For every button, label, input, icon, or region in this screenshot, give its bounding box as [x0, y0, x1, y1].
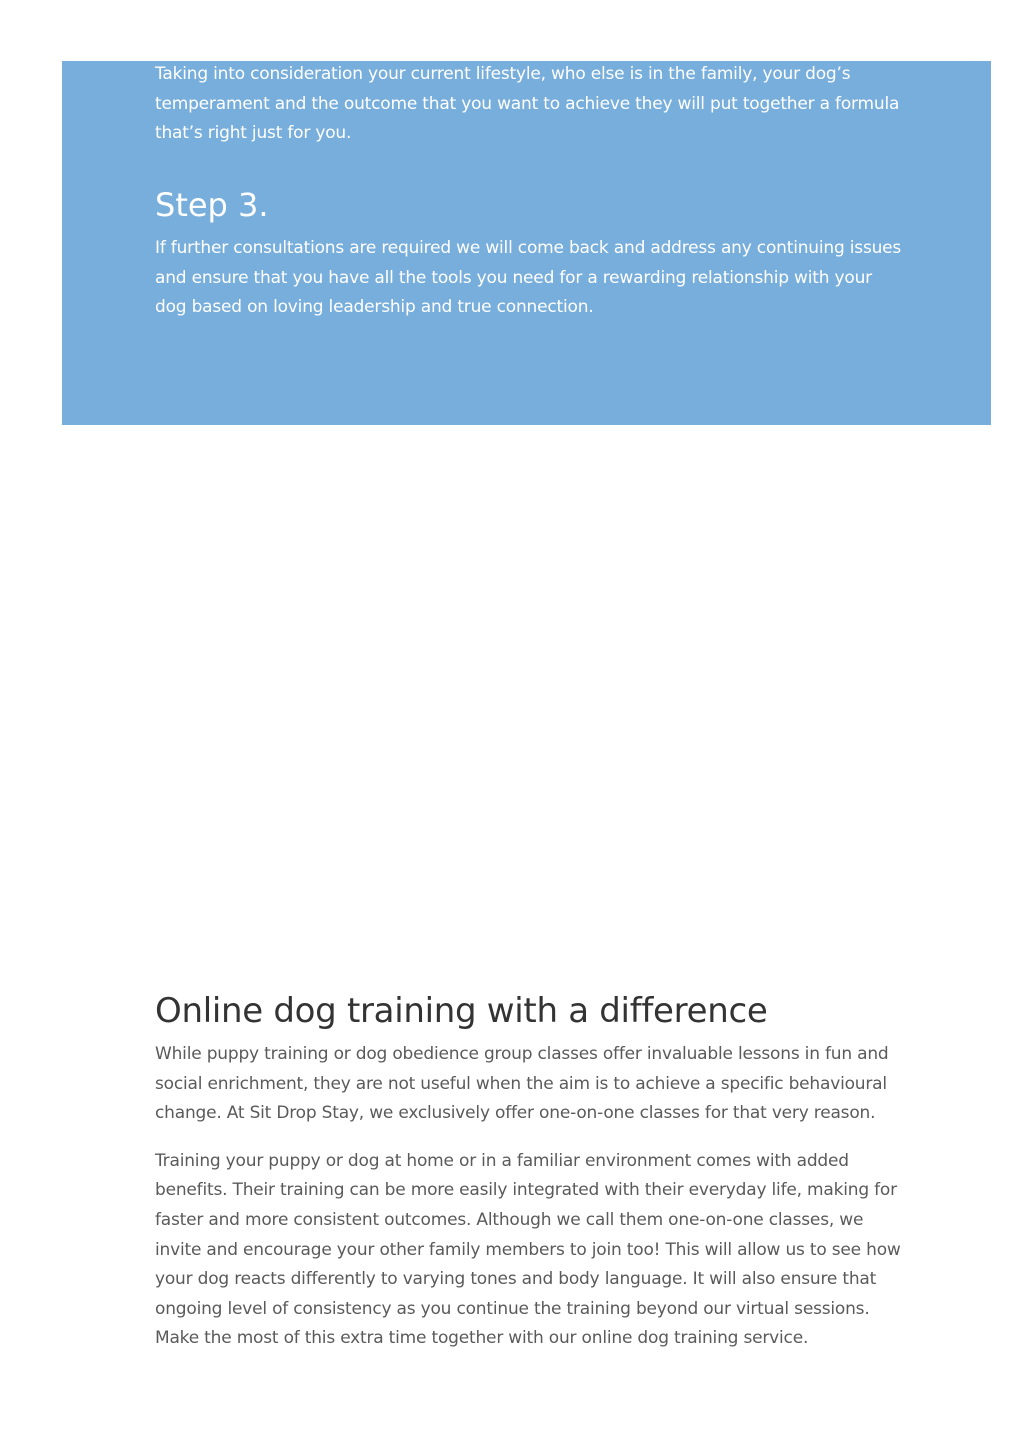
- online-training-section: [155, 988, 905, 1354]
- step-3-description: If further consultations are required we will come back and address any continuing issues and ensure that you have all the tools you need for a rewarding relationship with your dog based on loving leadership and true connection.: [155, 238, 902, 318]
- steps-panel: [62, 61, 991, 425]
- step-3-heading: Step 3.: [155, 186, 269, 224]
- section-title: Online dog training with a difference: [155, 991, 768, 1031]
- step-2-description: Taking into consideration your current lifestyle, who else is in the family, your dog’s temperament and the outcome that you want to achieve they will put together a formula that’s right just for you.: [155, 64, 900, 144]
- intro-paragraph: While puppy training or dog obedience group classes offer invaluable lessons in fun and social enrichment, they are not useful when the aim is to achieve a specific behavioural change. At Sit Drop Stay, we exclusively offer one-on-one classes for that very reason.: [155, 1044, 889, 1124]
- benefits-paragraph: Training your puppy or dog at home or in a familiar environment comes with added benefits. Their training can be more easily integrated with their everyday life, making for faster and more consistent outcomes. Although we call them one-on-one classes, we invite and encourage your other family members to join too! This will allow us to see how your dog reacts differently to varying tones and body language. It will also ensure that ongoing level of consistency as you continue the training beyond our virtual sessions. Make the most of this extra time together with our online dog training service.: [155, 1150, 901, 1349]
